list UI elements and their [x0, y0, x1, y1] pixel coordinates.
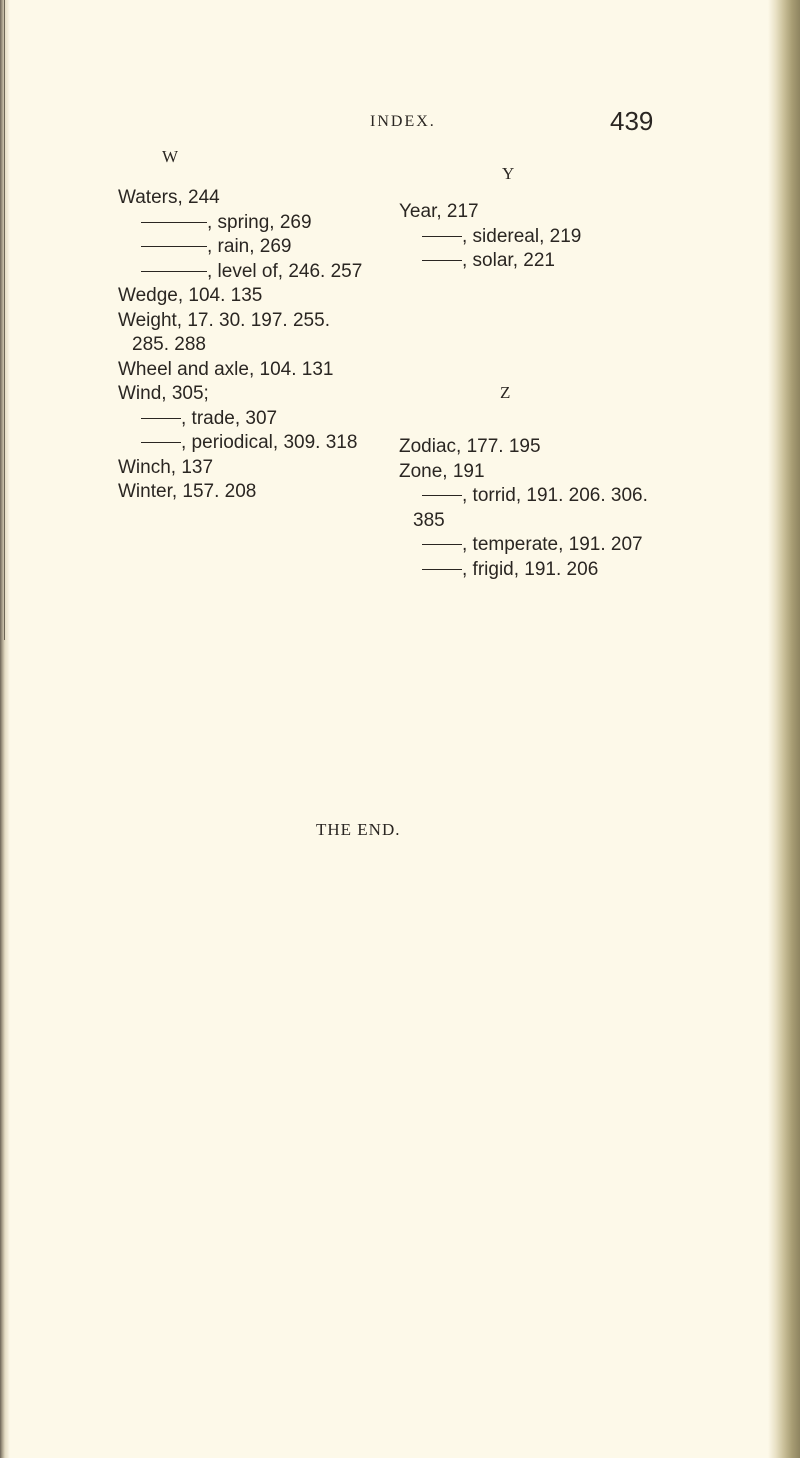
- index-entry: Wedge, 104. 135: [118, 285, 263, 306]
- index-subentry: , frigid, 191. 206: [399, 558, 648, 583]
- index-subentry: , level of, 246. 257: [118, 260, 362, 285]
- page-right-edge: [768, 0, 800, 1458]
- page-left-edge: [0, 0, 10, 1458]
- ditto-dash: [141, 246, 207, 247]
- index-subentry: , periodical, 309. 318: [118, 431, 362, 456]
- index-subentry: , temperate, 191. 207: [399, 533, 648, 558]
- end-mark: THE END.: [316, 820, 401, 839]
- index-subentry: , spring, 269: [118, 211, 362, 236]
- index-subentry: , rain, 269: [118, 235, 362, 260]
- index-column-z: [399, 435, 648, 582]
- page-number: 439: [610, 106, 654, 136]
- index-column-w: [118, 186, 362, 505]
- ditto-dash: [422, 569, 462, 570]
- ditto-dash: [422, 495, 462, 496]
- index-entry: Year, 217: [399, 201, 479, 222]
- index-entry: Wind, 305;: [118, 383, 209, 404]
- index-continuation: 385: [413, 509, 445, 531]
- index-entry: Zone, 191: [399, 460, 485, 482]
- ditto-dash: [422, 236, 462, 237]
- index-column-y: [399, 200, 581, 274]
- ditto-dash: [141, 442, 181, 443]
- ditto-dash: [422, 544, 462, 545]
- index-subentry: , torrid, 191. 206. 306.: [399, 484, 648, 509]
- page-left-rule: [4, 0, 5, 640]
- index-subentry: , sidereal, 219: [399, 225, 581, 250]
- index-entry: Wheel and axle, 104. 131: [118, 358, 334, 380]
- section-letter-y: Y: [502, 164, 515, 183]
- ditto-dash: [141, 222, 207, 223]
- ditto-dash: [141, 271, 207, 272]
- index-entry: Winch, 137: [118, 456, 214, 478]
- section-letter-z: Z: [500, 383, 511, 402]
- index-entry: Zodiac, 177. 195: [399, 436, 541, 457]
- ditto-dash: [422, 260, 462, 261]
- section-letter-w: W: [162, 147, 179, 166]
- index-subentry: , solar, 221: [399, 249, 581, 274]
- running-title: INDEX.: [370, 113, 436, 130]
- index-entry: Winter, 157. 208: [118, 481, 257, 502]
- index-continuation: 285. 288: [132, 334, 206, 355]
- ditto-dash: [141, 418, 181, 419]
- index-entry: Weight, 17. 30. 197. 255.: [118, 309, 330, 331]
- index-subentry: , trade, 307: [118, 407, 362, 432]
- index-entry: Waters, 244: [118, 187, 220, 208]
